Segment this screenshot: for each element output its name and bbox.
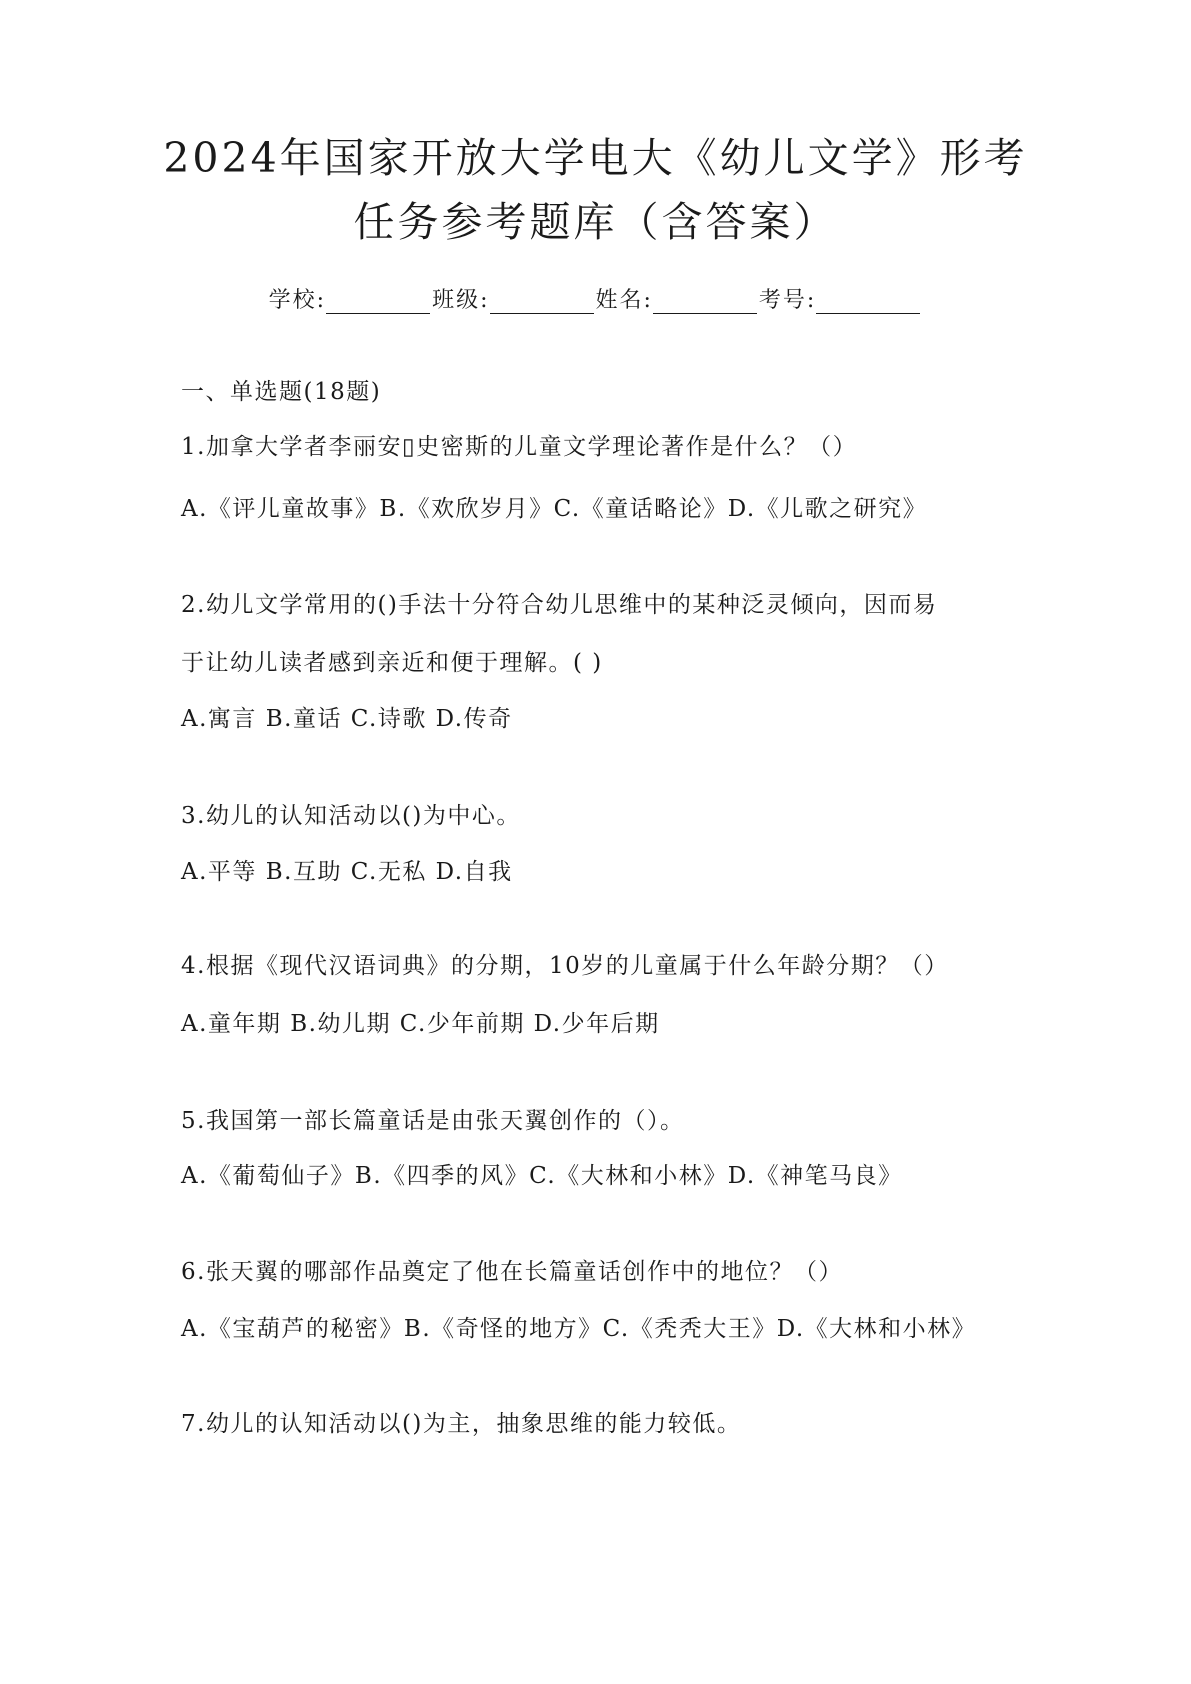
- question-2-options: A.寓言 B.童话 C.诗歌 D.传奇: [181, 706, 513, 732]
- question-3-options: A.平等 B.互助 C.无私 D.自我: [181, 859, 513, 885]
- exam-number-label: 考号:: [758, 288, 817, 313]
- school-label: 学校:: [268, 288, 327, 313]
- question-2-stem-line-1: 2.幼儿文学常用的()手法十分符合幼儿思维中的某种泛灵倾向，因而易: [181, 592, 938, 618]
- name-blank[interactable]: [653, 291, 757, 314]
- question-3-stem: 3.幼儿的认知活动以()为中心。: [181, 803, 521, 829]
- question-2-stem-line-2: 于让幼儿读者感到亲近和便于理解。( ): [181, 650, 603, 676]
- student-info-line: [0, 283, 1191, 314]
- document-title-line-2: 任务参考题库（含答案）: [353, 198, 838, 246]
- question-6-stem: 6.张天翼的哪部作品奠定了他在长篇童话创作中的地位？（）: [181, 1259, 843, 1285]
- question-4-options: A.童年期 B.幼儿期 C.少年前期 D.少年后期: [181, 1011, 660, 1037]
- school-blank[interactable]: [326, 291, 430, 314]
- class-label: 班级:: [432, 288, 490, 313]
- question-1-stem: 1.加拿大学者李丽安▯史密斯的儿童文学理论著作是什么？（）: [181, 434, 858, 460]
- question-4-stem: 4.根据《现代汉语词典》的分期，10岁的儿童属于什么年龄分期？（）: [181, 953, 949, 979]
- question-5-options: A.《葡萄仙子》B.《四季的风》C.《大林和小林》D.《神笔马良》: [181, 1163, 903, 1189]
- section-heading: 一、单选题(18题): [181, 379, 382, 405]
- name-label: 姓名:: [595, 288, 653, 313]
- class-blank[interactable]: [490, 291, 594, 314]
- question-6-options: A.《宝葫芦的秘密》B.《奇怪的地方》C.《秃秃大王》D.《大林和小林》: [181, 1316, 977, 1342]
- document-title-line-1: 2024年国家开放大学电大《幼儿文学》形考: [163, 134, 1028, 182]
- question-5-stem: 5.我国第一部长篇童话是由张天翼创作的（）。: [181, 1108, 685, 1134]
- question-1-options: A.《评儿童故事》B.《欢欣岁月》C.《童话略论》D.《儿歌之研究》: [181, 496, 928, 522]
- exam-number-blank[interactable]: [816, 291, 920, 314]
- question-7-stem: 7.幼儿的认知活动以()为主，抽象思维的能力较低。: [181, 1411, 742, 1437]
